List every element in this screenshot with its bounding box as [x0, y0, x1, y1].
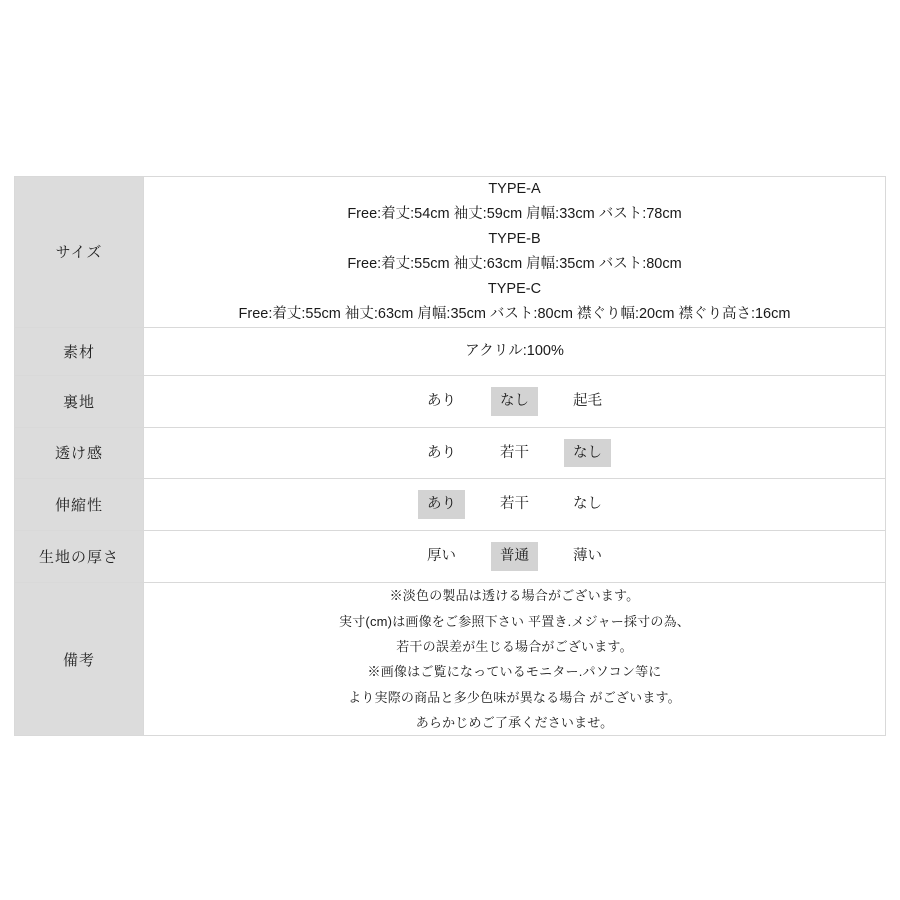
choice-group-sheerness [150, 439, 879, 468]
choice-option: 起毛 [573, 392, 602, 409]
row-label-notes: 備考 [15, 583, 144, 736]
row-value-size [144, 177, 886, 328]
choice-option: 若干 [500, 444, 529, 461]
choice-option: 厚い [427, 548, 456, 565]
choice-option: あり [427, 444, 456, 461]
spec-table-container [14, 176, 886, 736]
row-value-stretch [144, 479, 886, 531]
note-line: 若干の誤差が生じる場合がございます。 [396, 639, 633, 654]
choice-option: あり [427, 392, 456, 409]
note-line: あらかじめご了承くださいませ。 [415, 715, 614, 731]
row-label-thickness: 生地の厚さ [15, 531, 144, 583]
row-label-size: サイズ [15, 177, 144, 328]
note-line: ※画像はご覧になっているモニター.パソコン等に [367, 664, 662, 680]
table-row [15, 479, 886, 531]
note-line: ※淡色の製品は透ける場合がございます。 [389, 588, 640, 604]
note-line: より実際の商品と多少色味が異なる場合 がございます。 [348, 689, 681, 705]
size-line: Free:着丈:55cm 袖丈:63cm 肩幅:35cm バスト:80cm 襟ぐり幅:20cm 襟ぐり高さ:16cm [238, 305, 791, 322]
row-value-material: アクリル:100% [144, 327, 886, 375]
size-line: TYPE-A [488, 181, 541, 197]
table-row [15, 427, 886, 479]
size-line: TYPE-B [488, 230, 541, 247]
row-label-sheerness: 透け感 [15, 427, 144, 479]
choice-group-stretch [150, 490, 879, 519]
choice-option: 若干 [500, 496, 529, 513]
size-line: Free:着丈:55cm 袖丈:63cm 肩幅:35cm バスト:80cm [347, 255, 682, 272]
choice-option: なし [573, 496, 602, 513]
product-spec-table [14, 176, 886, 736]
row-label-stretch: 伸縮性 [15, 479, 144, 531]
note-line: 実寸(cm)は画像をご参照下さい 平置き.メジャー採寸の為、 [339, 613, 690, 629]
choice-option-selected: 普通 [491, 542, 538, 571]
row-label-material: 素材 [15, 327, 144, 375]
size-line: TYPE-C [487, 280, 542, 297]
table-row [15, 583, 886, 736]
choice-option-selected: なし [491, 387, 538, 416]
row-value-sheerness [144, 427, 886, 479]
row-label-lining: 裏地 [15, 375, 144, 427]
row-value-notes [144, 583, 886, 736]
choice-option: 薄い [573, 548, 602, 565]
table-row [15, 531, 886, 583]
row-value-thickness [144, 531, 886, 583]
row-value-lining [144, 375, 886, 427]
size-line: Free:着丈:54cm 袖丈:59cm 肩幅:33cm バスト:78cm [347, 205, 682, 222]
choice-option-selected: なし [564, 439, 611, 468]
choice-option-selected: あり [418, 490, 465, 519]
choice-group-lining [150, 387, 879, 416]
choice-group-thickness [150, 542, 879, 571]
table-row [15, 375, 886, 427]
table-row [15, 177, 886, 328]
table-row [15, 327, 886, 375]
